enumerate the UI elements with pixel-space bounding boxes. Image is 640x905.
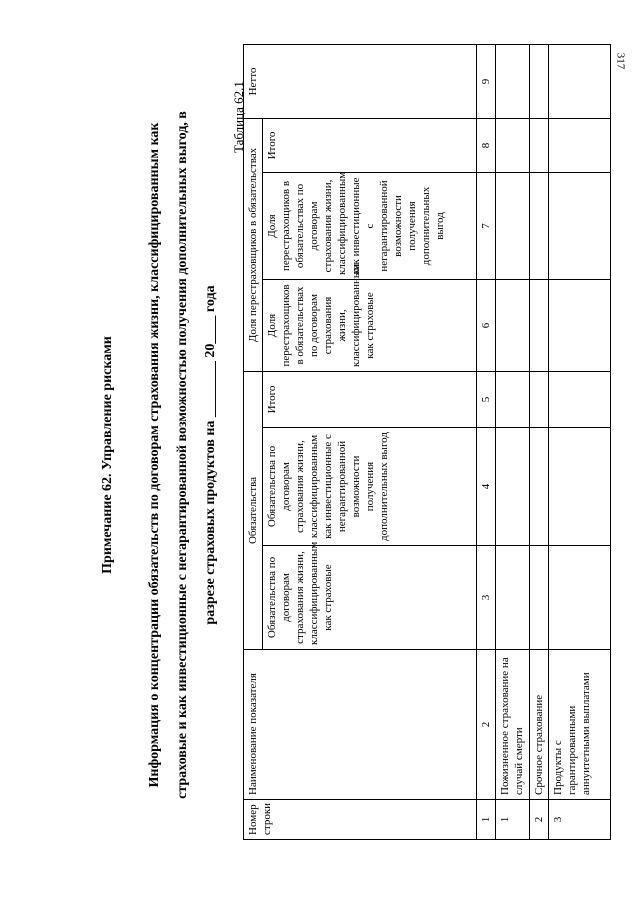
column-number: 4 [477, 428, 496, 546]
empty-cell [549, 428, 611, 546]
empty-cell [496, 279, 530, 371]
header-indicator-name: Наименование показателя [244, 650, 477, 800]
column-number: 6 [477, 279, 496, 371]
row-number: 2 [530, 800, 549, 840]
heading-line: разрезе страховых продуктов на ________ 20____ года [203, 285, 218, 625]
empty-cell [530, 118, 549, 172]
empty-cell [549, 546, 611, 650]
empty-cell [496, 546, 530, 650]
header-obligations-insurance: Обязательства по договорам страхования жизни, классифицированным как страховые [263, 546, 477, 650]
column-number: 3 [477, 546, 496, 650]
header-reinsurers-total: Итого [263, 118, 477, 172]
table-label: Таблица 62.1 [231, 81, 246, 153]
rotated-page [3, 15, 618, 895]
row-name: Пожизненное страхование на случай смерти [496, 650, 530, 800]
column-number: 8 [477, 118, 496, 172]
risk-concentration-table [243, 44, 611, 840]
empty-cell [530, 428, 549, 546]
empty-cell [496, 428, 530, 546]
note-title: Примечание 62. Управление рисками [100, 336, 115, 574]
empty-cell [549, 172, 611, 279]
column-number: 1 [477, 800, 496, 840]
empty-cell [496, 44, 530, 118]
header-reinsurers-insurance: Доля перестрахощиков в обязательствах по договорам страхования жизни, классифицированным как страховые [263, 279, 477, 371]
empty-cell [496, 371, 530, 427]
empty-cell [549, 44, 611, 118]
empty-cell [549, 279, 611, 371]
empty-cell [549, 371, 611, 427]
row-name: Продукты с гарантированными аннуитетными выплатами [549, 650, 611, 800]
empty-cell [496, 172, 530, 279]
header-reinsurers-share: Доля перестраховщиков в обязательствах [244, 118, 263, 371]
empty-cell [549, 118, 611, 172]
column-number: 7 [477, 172, 496, 279]
heading-line: Информация о концентрации обязательств по договорам страхования жизни, классифицированным как [147, 122, 162, 788]
table-row [549, 44, 611, 839]
header-obligations: Обязательства [244, 371, 263, 649]
empty-cell [530, 371, 549, 427]
empty-cell [530, 279, 549, 371]
row-number: 1 [496, 800, 530, 840]
heading-line: страховые и как инвестиционные с негарантированной возможностью получения дополнительных выгод, в [175, 111, 190, 799]
row-number: 3 [549, 800, 611, 840]
empty-cell [530, 546, 549, 650]
empty-cell [530, 44, 549, 118]
column-number: 2 [477, 650, 496, 800]
header-obligations-investment: Обязательства по договорам страхования жизни, классифицированным как инвестиционные с негарантированной возможности получения дополнительных выгод [263, 428, 477, 546]
table-row [496, 44, 530, 839]
column-number: 9 [477, 44, 496, 118]
row-name: Срочное страхование [530, 650, 549, 800]
column-number: 5 [477, 371, 496, 427]
empty-cell [496, 118, 530, 172]
header-obligations-total: Итого [263, 371, 477, 427]
report-heading [141, 75, 225, 835]
header-reinsurers-investment: Доля перестрахощиков в обязательствах по договорам страхования жизни, классифицированным как инвестиционные с негарантированной возможности получения дополнительных выгод [263, 172, 477, 279]
header-row-number: Номер строки [244, 800, 477, 840]
header-net: Нетто [244, 44, 477, 118]
table-row [530, 44, 549, 839]
page-number: 317 [614, 52, 627, 70]
empty-cell [530, 172, 549, 279]
